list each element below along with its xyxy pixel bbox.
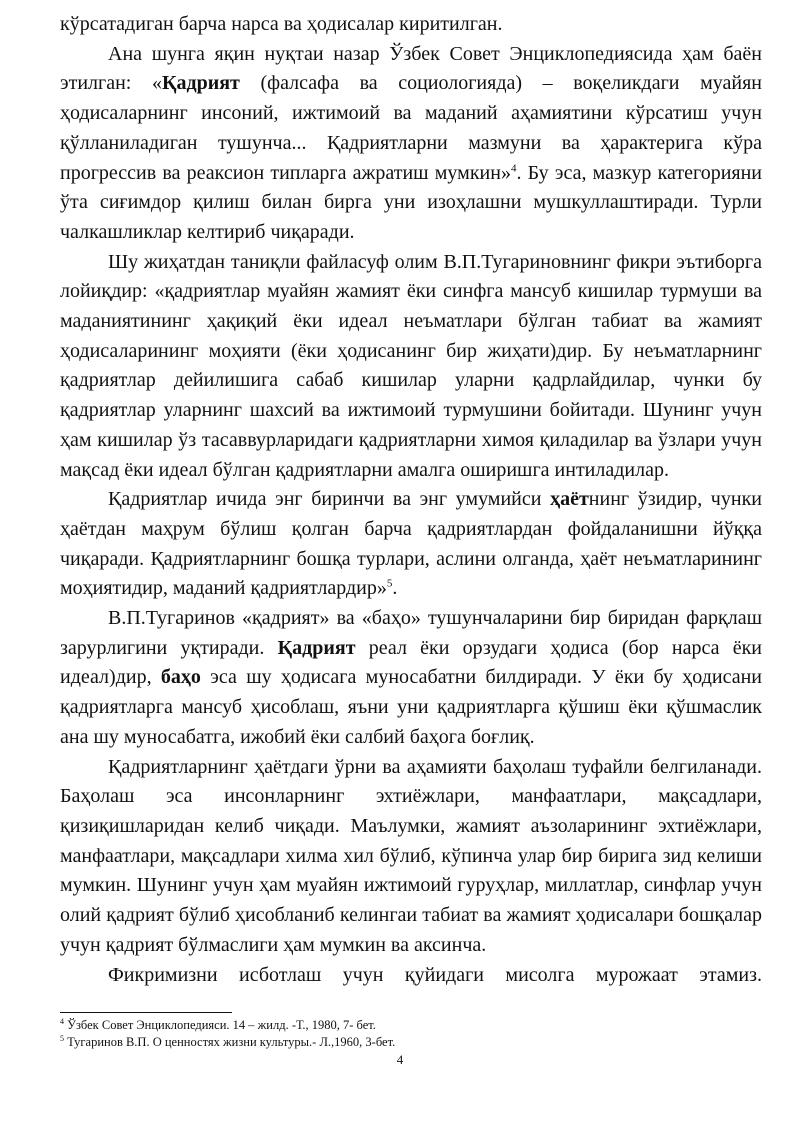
paragraph-tugarinov-quote: Шу жиҳатдан таниқли файласуф олим В.П.Тугариновнинг фикри эътиборга лойиқдир: «қадриятлар муайян жамият ёки синфга мансуб кишилар турмуши ва маданиятининг ҳақиқий ёки идеал неъматлари бўлган табиат ва жамият ҳодисаларининг моҳияти (ёки ҳодисанинг бир жиҳати)дир. Бу неъматларнинг қадриятлар дейилишига сабаб кишилар уларни қадрлайдилар, чунки бу қадриятлар уларнинг шахсий ва ижтимоий турмушини бойитади. Шунинг учун ҳам кишилар ўз тасаввурларидаги қадриятларни химоя қиладилар ва ўзлари учун мақсад ёки идеал бўлган қадриятларни амалга оширишга интиладилар. <box>60 250 762 481</box>
footnote-separator <box>60 1012 232 1013</box>
paragraph-example-intro: Фикримизни исботлаш учун қуйидаги мисолга мурожаат этамиз. <box>108 963 762 986</box>
bold-term-qadriyat-2: Қадрият <box>277 636 356 659</box>
paragraph-continuation: кўрсатадиган барча нарса ва ҳодисалар киритилган. <box>60 13 503 35</box>
footnote-5 <box>60 1034 762 1051</box>
paragraph-value-vs-assessment: В.П.Тугаринов «қадрият» ва «баҳо» тушунчаларини бир биридан фарқлаш зарурлигини уқтиради. Қадрият реал ёки орзудаги ҳодиса (бор нарса ёки идеал)дир, баҳо эса шу ҳодисага муносабатни билдиради. У ёки бу ҳодисани қадриятларга мансуб ҳисоблаш, яъни уни қадриятларга қўшиш ёки қўшмаслик ана шу муносабатга, ижобий ёки салбий баҳога боғлиқ. <box>60 607 763 748</box>
footnote-ref-5[interactable]: 5 <box>386 577 393 590</box>
footnotes <box>60 1017 762 1051</box>
paragraph-encyclopedia-definition: Ана шунга яқин нуқтаи назар Ўзбек Совет Энциклопедиясида ҳам баён этилган: «Қадрият (фалсафа ва социологияда) – воқеликдаги муайян ҳодисаларнинг инсоний, ижтимоий ва маданий аҳамиятини кўрсатиш учун қўлланиладиган тушунча... Қадриятларни мазмуни ва ҳарактерига кўра прогрессив ва реаксион типларга ажратиш мумкин»$^4$. Бу эса, мазкур категорияни ўта сиғимдор қилиш билан бирга уни изоҳлашни мушкуллаштиради. Турли чалкашликлар келтириб чиқаради. <box>60 42 762 243</box>
page-number: 4 <box>396 1052 404 1067</box>
footnote-text: Тугаринов В.П. О ценностях жизни культуры.- Л.,1960, 3-бет. <box>64 1035 396 1049</box>
document-page <box>60 10 762 990</box>
paragraph-assessment-role: Қадриятларнинг ҳаётдаги ўрни ва аҳамияти баҳолаш туфайли белгиланади. Баҳолаш эса инсонларнинг эхтиёжлари, манфаатлари, мақсадлари, қизиқишларидан келиб чиқади. Маълумки, жамият аъзоларининг эхтиёжлари, манфаатлари, мақсадлари хилма хил бўлиб, кўпинча улар бир бирига зид келиши мумкин. Шунинг учун ҳам муайян ижтимоий гуруҳлар, миллатлар, синфлар учун олий қадрият бўлиб ҳисобланиб келингаи табиат ва жамият ҳодисалари бошқалар учун қадрият бўлмаслиги ҳам мумкин ва аксинча. <box>60 755 762 956</box>
footnote-mark: 4 <box>60 1016 64 1026</box>
footnote-mark: 5 <box>60 1033 64 1043</box>
footnote-ref-4[interactable]: 4 <box>510 161 517 174</box>
footnote-4 <box>60 1017 762 1034</box>
paragraph-life-value: Қадриятлар ичида энг биринчи ва энг умумийси ҳаётнинг ўзидир, чунки ҳаётдан маҳрум бўлиш қолган барча қадриятлардан фойдаланишни йўққа чиқаради. Қадриятларнинг бошқа турлари, аслини олганда, ҳаёт неъматларининг моҳиятидир, маданий қадриятлардир»$^5$. <box>60 488 762 600</box>
bold-term-baho: баҳо <box>160 666 201 689</box>
bold-term-qadriyat: Қадрият <box>161 72 240 95</box>
footnote-text: Ўзбек Совет Энциклопедияси. 14 – жилд. -Т., 1980, 7- бет. <box>64 1018 376 1032</box>
bold-term-hayot: ҳаёт <box>550 488 589 511</box>
